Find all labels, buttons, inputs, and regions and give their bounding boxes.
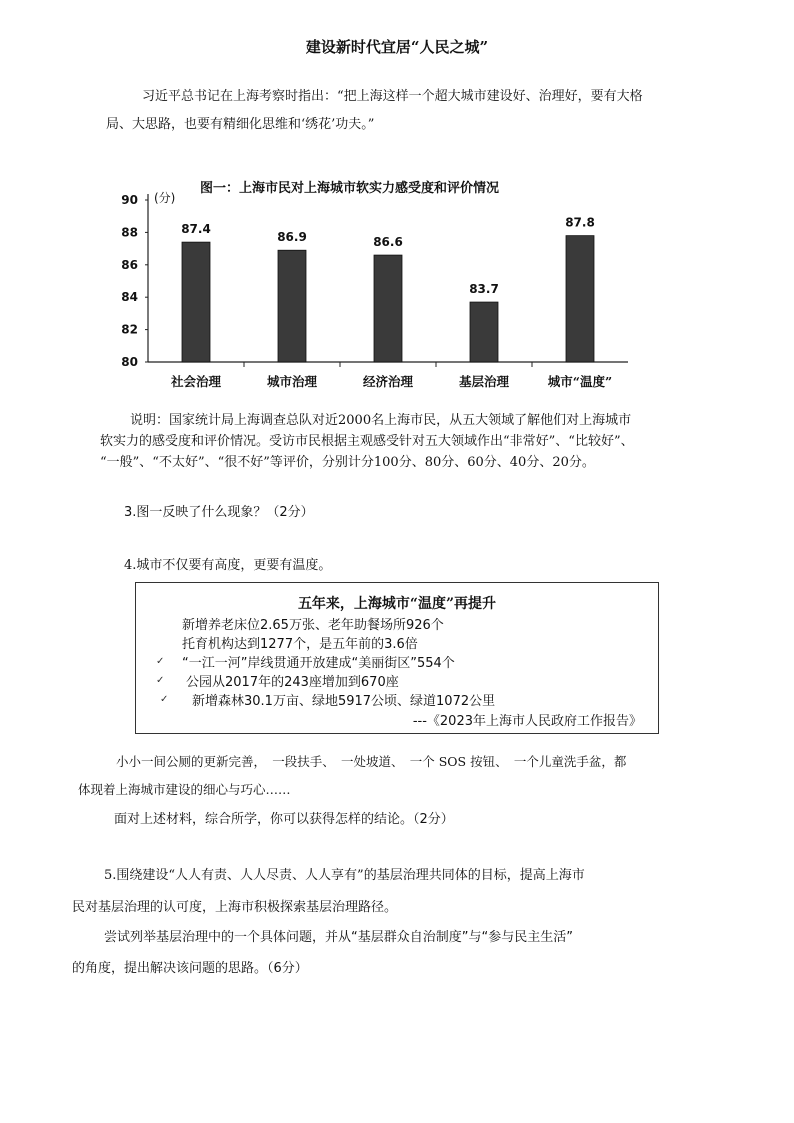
y-tick-label: 84	[121, 290, 138, 305]
bar-value-label: 83.7	[469, 282, 499, 297]
bar-value-label: 86.9	[277, 230, 307, 245]
bar	[374, 255, 402, 362]
x-tick-label: 城市“温度”	[547, 374, 613, 389]
check-icon: ✓	[156, 675, 165, 686]
bar-chart-svg	[112, 176, 640, 398]
q5-line-1: 5.围绕建设“人人有责、人人尽责、人人享有”的基层治理共同体的目标，提高上海市	[104, 868, 585, 883]
question-4-heading: 4.城市不仅要有高度，更要有温度。	[124, 558, 332, 573]
q4-para-line-1: 小小一间公厕的更新完善， 一段扶手、 一处坡道、 一个 SOS 按钮、 一个儿童洗手盆，都	[116, 754, 627, 769]
y-tick-label: 82	[121, 322, 138, 337]
page-title: 建设新时代宜居“人民之城”	[305, 38, 489, 56]
bar-value-label: 87.8	[565, 215, 595, 230]
material-box-title: 五年来，上海城市“温度”再提升	[297, 596, 497, 612]
bar-value-label: 87.4	[181, 222, 211, 237]
y-tick-label: 90	[121, 193, 138, 207]
check-icon: ✓	[156, 656, 165, 667]
chart-title: 图一：上海市民对上海城市软实力感受度和评价情况	[200, 181, 500, 196]
note-line-3: “一般”、“不太好”、“很不好”等评价，分别计分100分、80分、60分、40分、20分。	[100, 455, 595, 470]
material-source: ---《2023年上海市人民政府工作报告》	[412, 714, 642, 729]
y-axis-label: (分)	[154, 191, 176, 205]
y-tick-label: 86	[121, 257, 138, 272]
material-item-3: “一江一河”岸线贯通开放建成“美丽街区”554个	[182, 656, 455, 671]
material-item-1: 新增养老床位2.65万张、老年助餐场所926个	[182, 618, 444, 633]
bar	[566, 236, 594, 362]
check-icon: ✓	[160, 694, 169, 705]
x-tick-label: 城市治理	[266, 374, 318, 389]
y-tick-label: 88	[121, 225, 138, 240]
bar	[182, 242, 210, 362]
q4-prompt: 面对上述材料，综合所学，你可以获得怎样的结论。（2分）	[114, 812, 454, 827]
x-tick-label: 基层治理	[458, 374, 510, 389]
x-tick-label: 社会治理	[170, 374, 222, 389]
intro-line-1: 习近平总书记在上海考察时指出：“把上海这样一个超大城市建设好、治理好，要有大格	[142, 89, 643, 104]
material-item-4: 公园从2017年的243座增加到670座	[186, 675, 399, 690]
q5-line-2: 民对基层治理的认可度，上海市积极探索基层治理路径。	[72, 900, 398, 915]
intro-line-2: 局、大思路，也要有精细化思维和‘绣花’功夫。”	[106, 117, 375, 132]
q5-line-3: 尝试列举基层治理中的一个具体问题，并从“基层群众自治制度”与“参与民主生活”	[104, 930, 573, 945]
material-item-2: 托育机构达到1277个，是五年前的3.6倍	[182, 637, 418, 652]
bar	[470, 302, 498, 362]
q4-para-line-2: 体现着上海城市建设的细心与巧心……	[78, 782, 291, 797]
bar-chart	[112, 176, 640, 398]
material-box	[135, 582, 659, 734]
bar	[278, 250, 306, 362]
question-3: 3.图一反映了什么现象？（2分）	[124, 505, 314, 520]
q5-line-4: 的角度，提出解决该问题的思路。（6分）	[72, 961, 308, 976]
note-line-1: 说明：国家统计局上海调查总队对近2000名上海市民，从五大领域了解他们对上海城市	[130, 413, 632, 428]
x-tick-label: 经济治理	[362, 374, 414, 389]
note-line-2: 软实力的感受度和评价情况。受访市民根据主观感受针对五大领域作出“非常好”、“比较好”、	[100, 434, 634, 449]
bar-value-label: 86.6	[373, 235, 403, 250]
material-item-5: 新增森林30.1万亩、绿地5917公顷、绿道1072公里	[192, 694, 496, 709]
y-tick-label: 80	[121, 355, 138, 369]
